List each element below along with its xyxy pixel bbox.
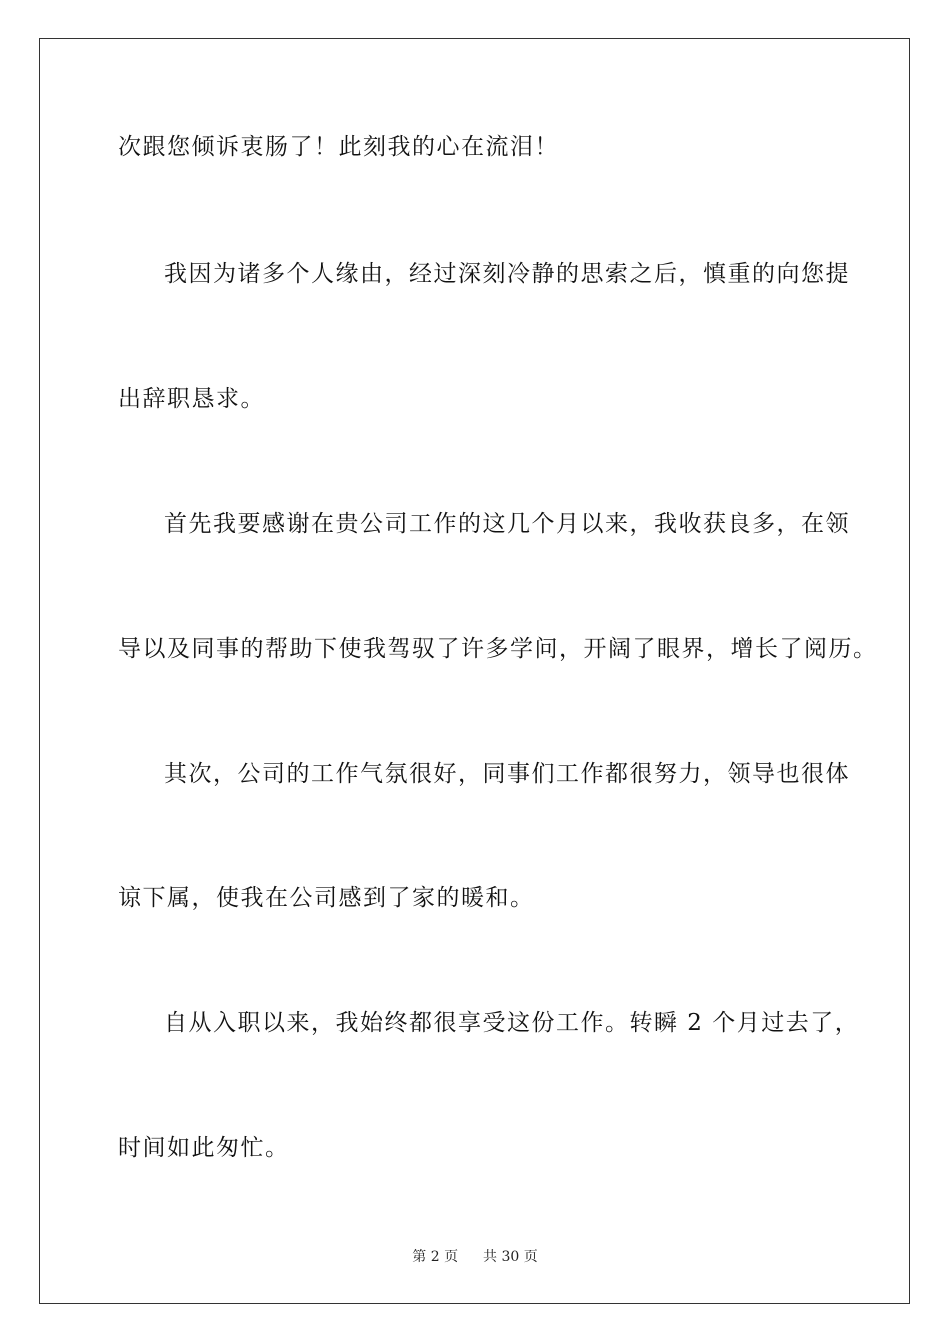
- body-line-6: 其次，公司的工作气氛很好，同事们工作都很努力，领导也很体: [164, 761, 850, 787]
- body-line-4: 首先我要感谢在贵公司工作的这几个月以来，我收获良多，在领: [164, 511, 850, 537]
- body-line-5: 导以及同事的帮助下使我驾驭了许多学问，开阔了眼界，增长了阅历。: [118, 636, 878, 662]
- body-line-1: 次跟您倾诉衷肠了！此刻我的心在流泪！: [118, 134, 559, 160]
- body-line-2: 我因为诸多个人缘由，经过深刻冷静的思索之后，慎重的向您提: [164, 261, 850, 287]
- page-frame: [39, 38, 910, 1304]
- body-line-7: 谅下属，使我在公司感到了家的暖和。: [118, 885, 535, 911]
- body-line-8: 自从入职以来，我始终都很享受这份工作。转瞬 2 个月过去了，: [164, 1010, 860, 1036]
- body-line-9: 时间如此匆忙。: [118, 1135, 290, 1161]
- body-line-3: 出辞职恳求。: [118, 386, 265, 412]
- page-total: 共 30 页: [483, 1249, 538, 1265]
- page-footer: [0, 1248, 950, 1266]
- page-number: 第 2 页: [412, 1249, 459, 1265]
